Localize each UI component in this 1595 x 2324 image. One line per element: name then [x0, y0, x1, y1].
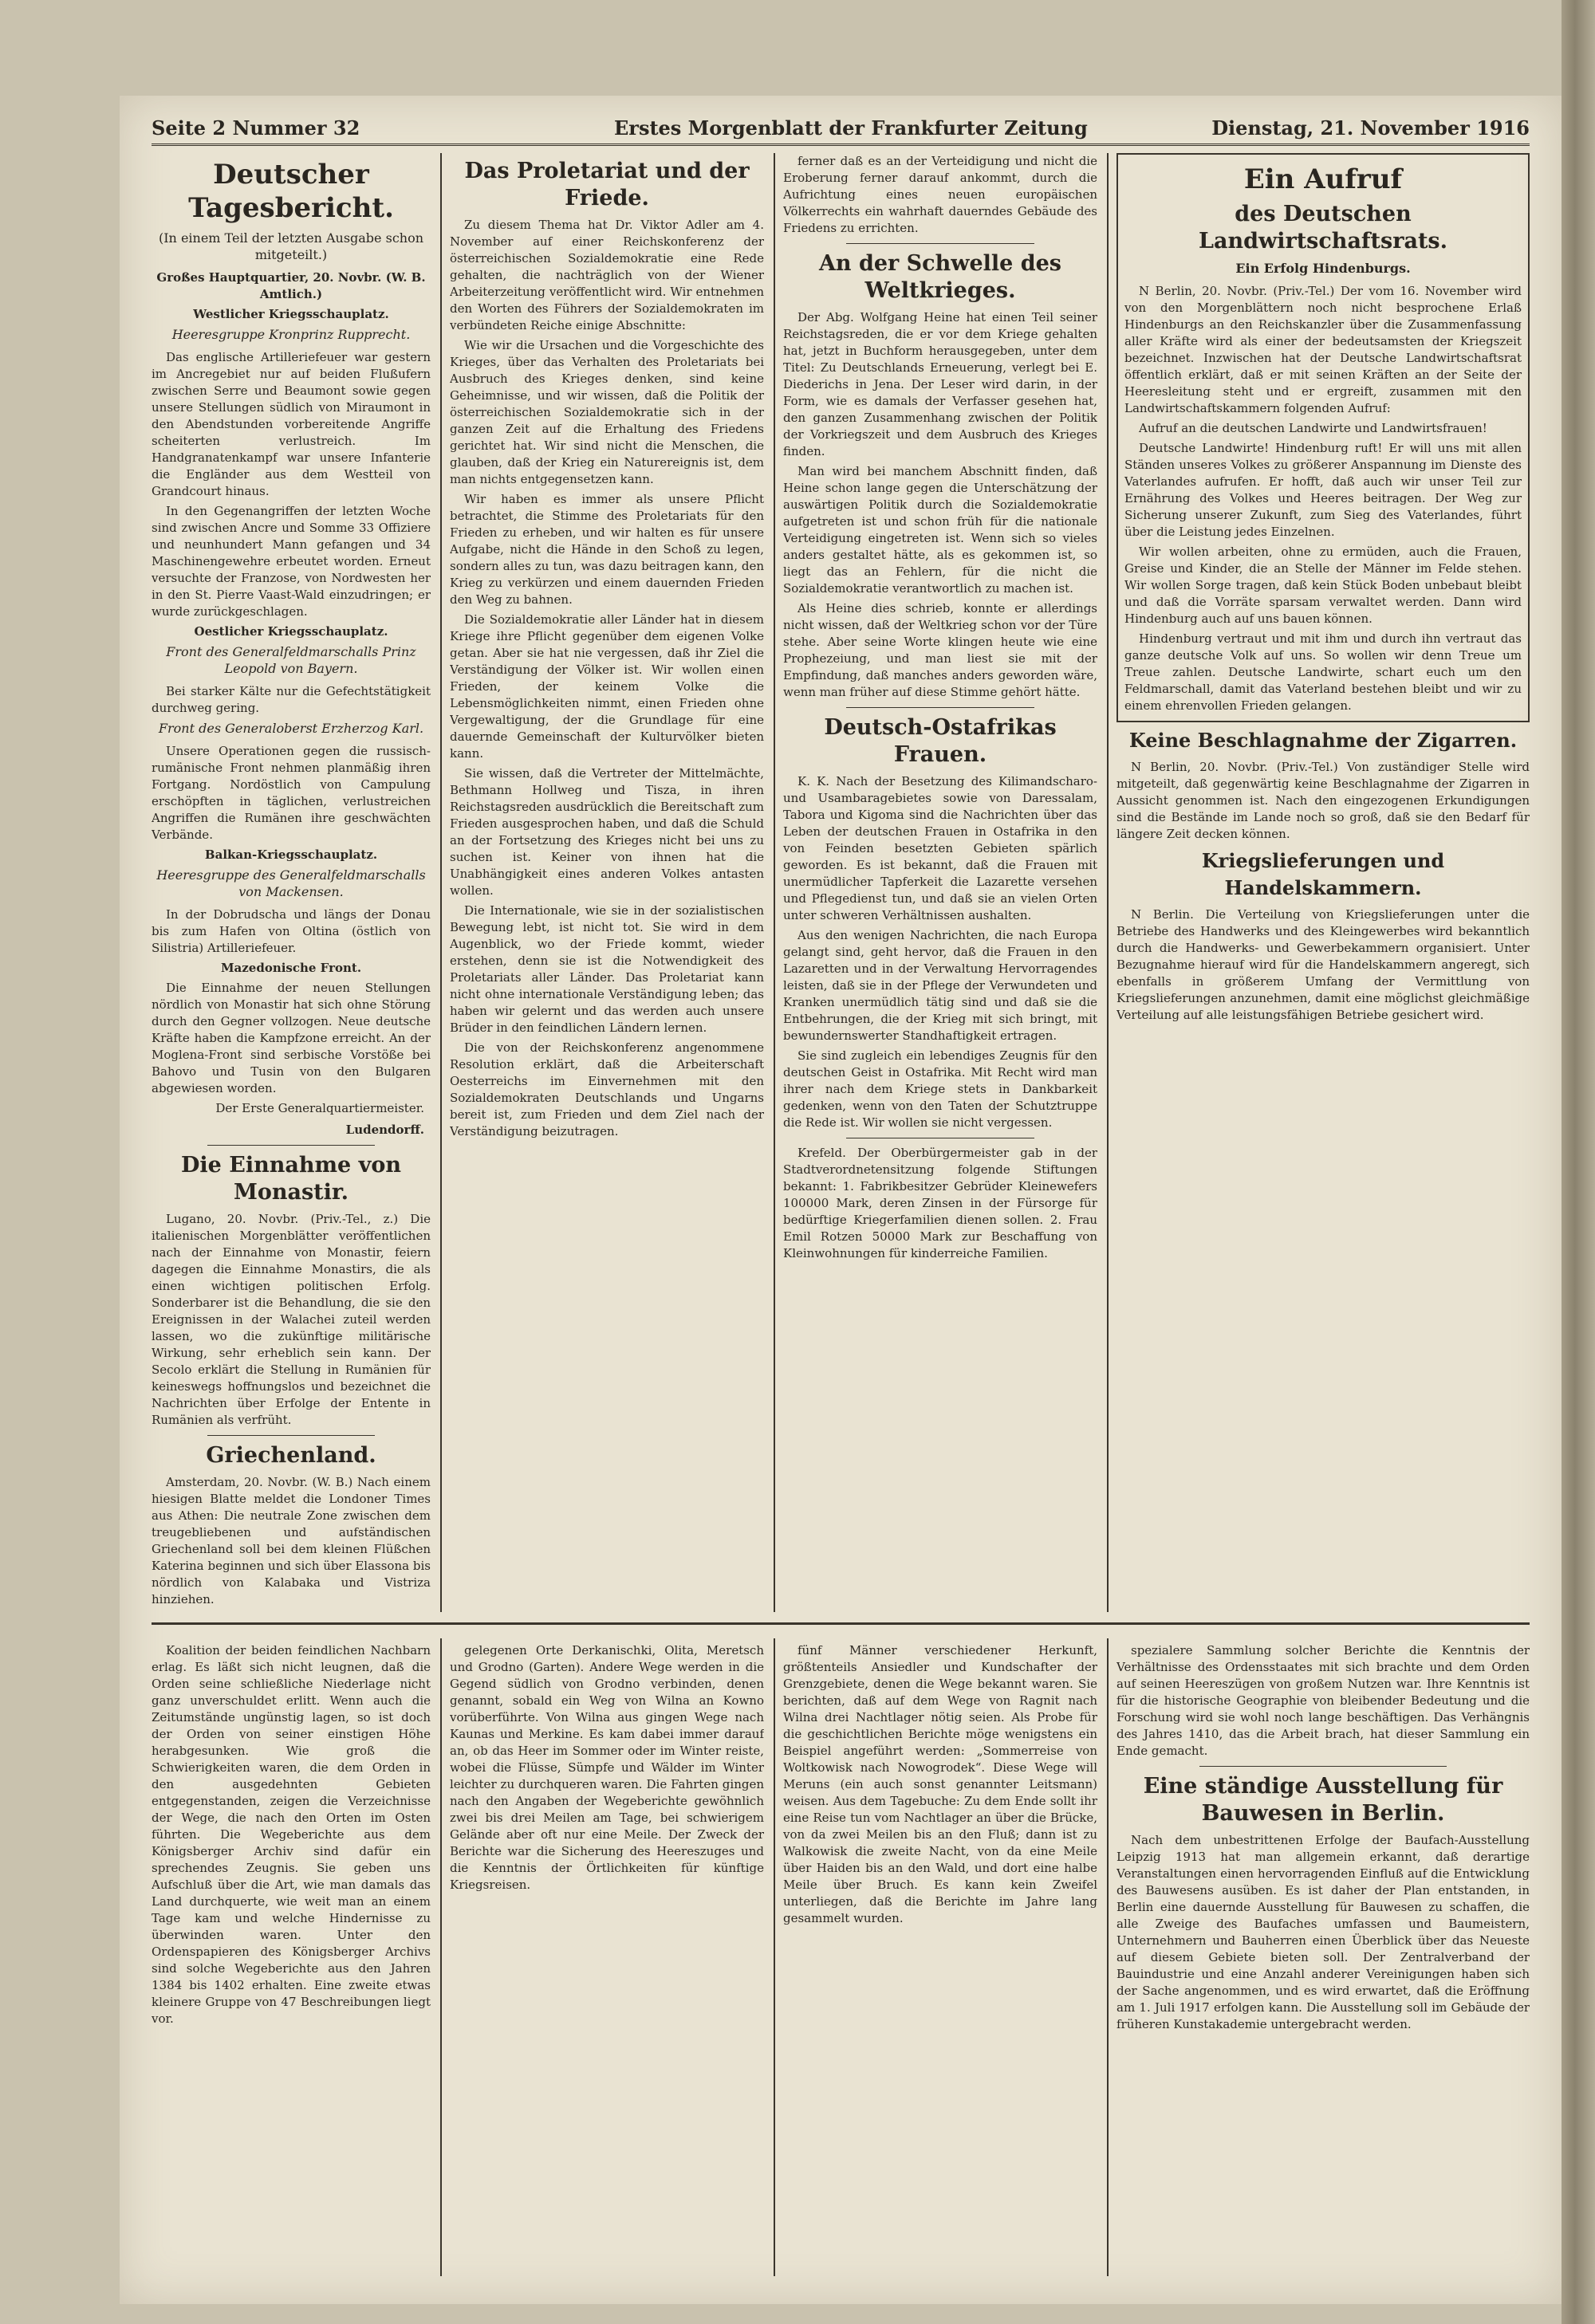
article-subtitle: (In einem Teil der letzten Ausgabe schon mitgeteilt.)	[158, 230, 424, 262]
article-paragraph: Aus den wenigen Nachrichten, die nach Europa gelangt sind, geht hervor, daß die Frauen in den Lazaretten und in der Verwaltung Hervorragendes leisten, daß sie in der Pflege der Verwundeten und Kranken unermüdlich tätig sind und daß sie die Entbehrungen, die der Krieg mit sich bringt, mit bewundernswerter Standhaftigkeit ertragen.	[783, 928, 1097, 1043]
issue-date: Dienstag, 21. November 1916	[1211, 116, 1530, 140]
article-paragraph: Man wird bei manchem Abschnitt finden, daß Heine schon lange gegen die Unterschätzung der auswärtigen Politik durch die Sozialdemokratie aufgetreten ist und schon früh für die nationale Verteidigung eingetreten ist. Wenn sich so vieles anders gestaltet hätte, als es gekommen ist, so liegt das an Fehlern, für die nicht die Sozialdemokratie verantwortlich zu machen ist.	[783, 464, 1097, 596]
article-paragraph: N Berlin, 20. Novbr. (Priv.-Tel.) Der vom 16. November wird von den Morgenblättern noch nicht besprochene Erlaß Hindenburgs an den Reichskanzler über die Zusammenfassung aller Kräfte wird als einer der bedeutsamsten der Kriegszeit bezeichnet. Inzwischen hat der Deutsche Landwirtschaftsrat öffentlich erklärt, daß er mit seinen Kräften an der Seite der Heeresleitung steht und er ergreift, zusammen mit den Landwirtschaftskammern folgenden Aufruf:	[1124, 284, 1522, 415]
page-number: Seite 2 Nummer 32	[152, 116, 360, 140]
column-1	[152, 153, 431, 1612]
article-title: Das Proletariat und der Friede.	[464, 159, 750, 210]
report-sections	[152, 306, 431, 1097]
section-text: Die Einnahme der neuen Stellungen nördlich von Monastir hat sich ohne Störung durch den Gegner vollzogen. Neue deutsche Kräfte haben die Kampfzone erreicht. An der Moglena-Front sind serbische Vorstöße bei Bahovo und Tusin von den Bulgaren abgewiesen worden.	[152, 981, 431, 1095]
appeal-box	[1116, 153, 1530, 722]
article-body	[1124, 283, 1522, 714]
article-paragraph: Sie wissen, daß die Vertreter der Mittelmächte, Bethmann Hollweg und Tisza, in ihren Reichstagsreden ausdrücklich die Bereitschaft zum Frieden ausgesprochen haben, und daß die Schuld an der Fortsetzung des Krieges nicht bei uns zu suchen ist. Keiner von ihnen hat die Unabhängigkeit eines anderen Volkes antasten wollen.	[450, 766, 764, 898]
feuilleton-column-2	[450, 1642, 764, 2280]
column-rule	[1107, 1638, 1109, 2276]
article-paragraph: Die von der Reichskonferenz angenommene Resolution erklärt, daß die Arbeiterschaft Oesterreichs im Einvernehmen mit den Sozialdemokraten Deutschlands und Ungarns bereit ist, zum Frieden und dem Ziel nach der Verständigung beizutragen.	[450, 1040, 764, 1138]
article-text: ferner daß es an der Verteidigung und nicht die Eroberung ferner darauf ankommt, durch die Aufrichtung eines neuen europäischen Völkerrechts ein wahrhaft dauerndes Gebäude des Friedens zu errichten.	[783, 154, 1097, 235]
article-paragraph: Wie wir die Ursachen und die Vorgeschichte des Krieges, über das Verhalten des Proletariats bei Ausbruch des Krieges denken, sind keine Geheimnisse, und wir wissen, daß die Politik der österreichischen Sozialdemokratie sich in der ganzen Zeit auf die Erhaltung des Friedens gerichtet hat. Wir sind nicht die Menschen, die glauben, daß der Krieg ein Naturereignis ist, dem man nichts entgegensetzen kann.	[450, 338, 764, 486]
section-subheading: Front des Generaloberst Erzherzog Karl.	[158, 721, 424, 736]
article-title-line2: des Deutschen Landwirtschaftsrats.	[1198, 202, 1448, 254]
article-title: An der Schwelle des Weltkrieges.	[818, 251, 1061, 303]
article-body	[783, 773, 1097, 1131]
article-paragraph: N Berlin. Die Verteilung von Kriegslieferungen unter die Betriebe des Handwerks und des Kleingewerbes wird bekanntlich durch die Handwerks- und Gewerbekammern organisiert. Unter Bezugnahme hierauf wird für die Handelskammern angeregt, sich ebenfalls in größerem Umfang der Vermittlung von Kriegslieferungen anzunehmen, damit eine möglichst gleichmäßige Verteilung auf alle leistungsfähigen Betriebe gesichert wird.	[1116, 907, 1530, 1022]
article-text: Koalition der beiden feindlichen Nachbarn erlag. Es läßt sich nicht leugnen, daß die Orden seine schließliche Niederlage nicht ganz unverschuldet erlitt. Wenn auch die Zeitumstände ungünstig lagen, so ist doch der Orden von seiner einstigen Höhe herabgesunken. Wie groß die Schwierigkeiten waren, die dem Orden in den ausgedehnten Gebieten entgegenstanden, zeigen die Verzeichnisse der Wege, die nach den Orten im Osten führten. Die Wegeberichte aus dem Königsberger Archiv sind dafür ein sprechendes Zeugnis. Sie geben uns Aufschluß über die Art, wie man damals das Land durchquerte, wie weit man an einem Tage kam und welche Hindernisse zu überwinden waren. Unter den Ordenspapieren des Königsberger Archivs sind solche Wegeberichte aus den Jahren 1384 bis 1402 erhalten. Eine zweite etwas kleinere Gruppe von 47 Beschreibungen liegt vor.	[152, 1643, 431, 2026]
article-body	[450, 217, 764, 1140]
book-binding	[1562, 0, 1595, 2324]
newspaper-page	[120, 96, 1562, 2304]
dateline: Großes Hauptquartier, 20. Novbr. (W. B. Amtlich.)	[156, 270, 426, 301]
section-text: Bei starker Kälte nur die Gefechtstätigkeit durchweg gering.	[152, 684, 431, 715]
divider	[846, 243, 1034, 244]
article-paragraph: Wir wollen arbeiten, ohne zu ermüden, auch die Frauen, Greise und Kinder, die an Stelle der Männer im Felde stehen. Wir wollen Sorge tragen, daß kein Stück Boden unbebaut bleibt und daß die Vorräte sparsam verwaltet werden. Dann wird Hindenburg auch auf uns bauen können.	[1124, 545, 1522, 626]
article-text: Krefeld. Der Oberbürgermeister gab in der Stadtverordnetensitzung folgende Stiftungen bekannt: 1. Fabrikbesitzer Gebrüder Kleinewefers 100000 Mark, deren Zinsen in der Fürsorge für bedürftige Kriegerfamilien dienen sollen. 2. Frau Emil Rotzen 50000 Mark zur Beschaffung von Kleinwohnungen für kinderreiche Familien.	[783, 1146, 1097, 1260]
article-title: Griechenland.	[206, 1443, 376, 1468]
section-heading: Balkan-Kriegsschauplatz.	[204, 847, 378, 862]
article-paragraph: Sie sind zugleich ein lebendiges Zeugnis für den deutschen Geist in Ostafrika. Mit Recht wird man ihrer nach dem Kriege stets in Dankbarkeit gedenken, wenn von den Taten der Schutztruppe die Rede ist. Wir wollen sie nicht vergessen.	[783, 1048, 1097, 1130]
section-subheading: Front des Generalfeldmarschalls Prinz Leopold von Bayern.	[166, 644, 416, 676]
section-subheading: Heeresgruppe des Generalfeldmarschalls von Mackensen.	[156, 867, 426, 899]
article-paragraph: Der Abg. Wolfgang Heine hat einen Teil seiner Reichstagsreden, die er vor dem Kriege gehalten hat, jetzt in Buchform herausgegeben, unter dem Titel: Zu Deutschlands Erneuerung, verlegt bei E. Diederichs in Jena. Der Leser wird darin, in der Form, wie es damals der Verfasser gesehen hat, den ganzen Zusammenhang zwischen der Politik der Vorkriegszeit und dem Ausbruch des Krieges finden.	[783, 310, 1097, 458]
column-rule	[440, 1638, 442, 2276]
newspaper-masthead: Erstes Morgenblatt der Frankfurter Zeitung	[614, 116, 1088, 140]
divider	[846, 707, 1034, 708]
section-rule	[152, 1622, 1530, 1625]
article-paragraph: Die Internationale, wie sie in der sozialistischen Bewegung lebt, ist nicht tot. Sie wird in dem Augenblick, wo der Friede kommt, wieder erstehen, denn sie ist die Notwendigkeit des Proletariats aller Länder. Das Proletariat kann nicht ohne internationale Verständigung leben; das haben wir gelernt und das werden auch unsere Brüder in den feindlichen Ländern lernen.	[450, 903, 764, 1035]
feuilleton-column-4	[1116, 1642, 1530, 2280]
section-text: In den Gegenangriffen der letzten Woche sind zwischen Ancre und Somme 33 Offiziere und neunhundert Mann gefangen und 34 Maschinengewehre erbeutet worden. Erneut versuchte der Franzose, von Nordwesten her in den St. Pierre Vaast-Wald einzudringen; er wurde zurückgeschlagen.	[152, 504, 431, 619]
section-heading: Oestlicher Kriegsschauplatz.	[194, 624, 388, 639]
signature-name: Ludendorff.	[345, 1123, 424, 1137]
article-text: fünf Männer verschiedener Herkunft, größtenteils Ansiedler und Kundschafter der Grenzgebiete, denen die Wege bekannt waren. Sie berichten, daß auf dem Wege von Ragnit nach Wilna drei Nachtlager nötig seien. Als Probe für die geschichtlichen Berichte möge wenigstens ein Beispiel angeführt werden: „Sommerreise von Woltkowisk nach Nowogrodek“. Diese Wege will Meruns (ein auch sonst genannter Leitsmann) weisen. Aus dem Tagebuche: Zu dem Ende sollt ihr eine Reise tun vom Nachtlager an über die Brücke, von da zwei Meilen bis an den Fluß; dann ist zu Walkowisk die zweite Nacht, von da eine Meile über Haiden bis an den Wald, und dort eine halbe Meile über Bruch. Es kann kein Zweifel unterliegen, daß die Berichte im Jahre lang gesammelt wurden.	[783, 1643, 1097, 1925]
column-3	[783, 153, 1097, 1612]
feuilleton-column-3	[783, 1642, 1097, 2280]
article-paragraph: Zu diesem Thema hat Dr. Viktor Adler am 4. November auf einer Reichskonferenz der österreichischen Sozialdemokratie eine Rede gehalten, die nachträglich von der Wiener Arbeiterzeitung veröffentlicht wird. Wir entnehmen den Worten des Führers der Sozialdemokraten im verbündeten Reiche einige Abschnitte:	[450, 218, 764, 332]
article-text: Amsterdam, 20. Novbr. (W. B.) Nach einem hiesigen Blatte meldet die Londoner Times aus Athen: Die neutrale Zone zwischen dem treugebliebenen und aufständischen Griechenland soll bei dem kleinen Flüßchen Katerina beginnen und sich über Elassona bis nördlich von Kalabaka und Vistriza hinziehen.	[152, 1475, 431, 1606]
article-text: spezialere Sammlung solcher Berichte die Kenntnis der Verhältnisse des Ordensstaates mit sich brachte und dem Orden auf seinen Heereszügen von großem Nutzen war. Ihre Kenntnis ist für die historische Geographie von bleibender Bedeutung und die Forschung wird sie wohl noch lange beschäftigen. Das Verhängnis des Jahres 1410, das die Arbeit brach, hat dieser Sammlung ein Ende gemacht.	[1116, 1643, 1530, 1758]
article-paragraph: Hindenburg vertraut und mit ihm und durch ihn vertraut das ganze deutsche Volk auf uns. So wollen wir denn Treue um Treue zahlen. Deutsche Landwirte, schart euch um den Feldmarschall, damit das Vaterland bestehen bleibt und wir zu einem ehrenvollen Frieden gelangen.	[1124, 631, 1522, 713]
section-subheading: Heeresgruppe Kronprinz Rupprecht.	[171, 327, 411, 342]
article-body	[783, 309, 1097, 701]
column-rule	[774, 153, 775, 1612]
article-paragraph: K. K. Nach der Besetzung des Kilimandscharo- und Usambaragebietes sowie von Daressalam, Tabora und Kigoma sind die Nachrichten über das Leben der deutschen Frauen in Ostafrika in den von Feinden besetzten Gebieten spärlich geworden. Es ist bekannt, daß die Frauen mit unermüdlicher Tapferkeit die Lazarette versehen und Pflegedienst tun, und daß sie an vielen Orten unter schweren Verhältnissen aushalten.	[783, 774, 1097, 922]
page-header	[152, 112, 1530, 146]
article-paragraph: Deutsche Landwirte! Hindenburg ruft! Er will uns mit allen Ständen unseres Volkes zu größerer Anspannung im Dienste des Vaterlandes aufrufen. Er hofft, daß auch wir unser Teil zur Ernährung des Volkes und Heeres beitragen. Der Weg zur Sicherung unserer Zukunft, zum Sieg des Vaterlandes, führt über die Leistung jedes Einzelnen.	[1124, 441, 1522, 539]
divider	[1199, 1766, 1447, 1767]
article-paragraph: Aufruf an die deutschen Landwirte und Landwirtsfrauen!	[1139, 421, 1487, 435]
divider	[207, 1145, 375, 1146]
section-heading: Mazedonische Front.	[220, 961, 362, 975]
signature-line: Der Erste Generalquartiermeister.	[215, 1101, 424, 1115]
article-title: Eine ständige Ausstellung für Bauwesen in Berlin.	[1143, 1774, 1503, 1826]
article-body	[1116, 906, 1530, 1024]
section-text: In der Dobrudscha und längs der Donau bis zum Hafen von Oltina (östlich von Silistria) Artilleriefeuer.	[152, 907, 431, 955]
article-title: Keine Beschlagnahme der Zigarren.	[1128, 729, 1518, 752]
article-text: gelegenen Orte Derkanischki, Olita, Meretsch und Grodno (Garten). Andere Wege werden in die Gegend südlich von Grodno verbinden, denen genannt, sobald ein Weg von Wilna an Kowno vorüberführte. Von Wilna aus gingen Wege nach Kaunas und Merkine. Es kam dabei immer darauf an, ob das Heer im Sommer oder im Winter reiste, wobei die Flüsse, Sümpfe und Wälder im Winter leichter zu durchqueren waren. Die Fahrten gingen nach den Angaben der Wegeberichte gewöhnlich zwei bis drei Meilen am Tage, bei schwierigem Gelände aber oft nur eine Meile. Der Zweck der Berichte war die Sicherung des Heereszuges und die Kenntnis der Örtlichkeiten für künftige Kriegsreisen.	[450, 1643, 764, 1892]
section-heading: Westlicher Kriegsschauplatz.	[193, 307, 389, 321]
article-title: Deutsch-Ostafrikas Frauen.	[824, 715, 1057, 767]
article-text: Lugano, 20. Novbr. (Priv.-Tel., z.) Die italienischen Morgenblätter veröffentlichen nach der Einnahme von Monastir, feiern dagegen die Einnahme Monastirs, die als einen wichtigen politischen Erfolg. Sonderbarer ist die Behandlung, die sie den Ereignissen in der Walachei zuteil werden lassen, wo die zukünftige militärische Wirkung, sehr erheblich sein kann. Der Secolo erklärt die Stellung in Rumänien für keineswegs hoffnungslos und bezeichnet die Nachrichten über Erfolge der Entente in Rumänien als verfrüht.	[152, 1212, 431, 1427]
section-text: Das englische Artilleriefeuer war gestern im Ancregebiet nur auf beiden Flußufern zwischen Serre und Beaumont sowie gegen unsere Stellungen südlich von Miraumont in den Abendstunden vorbereitende Angriffe scheiterten verlustreich. Im Handgranatenkampf war unsere Infanterie die Engländer aus dem Westteil von Grandcourt hinaus.	[152, 350, 431, 498]
article-paragraph: Wir haben es immer als unsere Pflicht betrachtet, die Stimme des Proletariats für den Frieden zu erheben, und wir halten es für unsere Aufgabe, nicht die Hände in den Schoß zu legen, sondern alles zu tun, was dazu beitragen kann, den Krieg zu verkürzen und einem dauernden Frieden den Weg zu bahnen.	[450, 492, 764, 607]
feuilleton-column-1	[152, 1642, 431, 2280]
section-text: Unsere Operationen gegen die russisch-rumänische Front nehmen planmäßig ihren Fortgang. Nordöstlich von Campulung erschöpften in täglichen, verlustreichen Angriffen die Rumänen ihre geschwächten Verbände.	[152, 744, 431, 842]
article-title: Ein Aufruf	[1243, 163, 1403, 195]
article-paragraph: Als Heine dies schrieb, konnte er allerdings nicht wissen, daß der Weltkrieg schon vor der Türe stehe. Aber seine Worte klingen heute wie eine Prophezeiung, und man liest sie mit der Empfindung, daß manches anders geworden wäre, wenn man früher auf diese Stimme gehört hätte.	[783, 601, 1097, 699]
article-text: Nach dem unbestrittenen Erfolge der Baufach-Ausstellung Leipzig 1913 hat man allgemein erkannt, daß derartige Veranstaltungen einen hervorragenden Einfluß auf die Entwicklung des Bauwesens ausüben. Es ist daher der Plan entstanden, in Berlin eine dauernde Ausstellung für Bauwesen zu schaffen, die alle Zweige des Baufaches umfassen und Baumeistern, Unternehmern und Bauherren einen Überblick über das Neueste auf diesem Gebiete bieten soll. Der Zentralverband der Bauindustrie und eine Anzahl anderer Vereinigungen haben sich der Sache angenommen, und es wird erwartet, daß die Eröffnung am 1. Juli 1917 erfolgen kann. Die Ausstellung soll im Gebäude der früheren Kunstakademie untergebracht werden.	[1116, 1833, 1530, 2031]
article-title: Kriegslieferungen und Handelskammern.	[1201, 849, 1445, 899]
article-body	[1116, 759, 1530, 843]
article-paragraph: N Berlin, 20. Novbr. (Priv.-Tel.) Von zuständiger Stelle wird mitgeteilt, daß gegenwärtig keine Beschlagnahme der Zigarren in Aussicht genommen ist. Nach den eingezogenen Erkundigungen sind die Bestände im Lande noch so groß, daß sie den Bedarf für längere Zeit decken können.	[1116, 760, 1530, 841]
article-paragraph: Die Sozialdemokratie aller Länder hat in diesem Kriege ihre Pflicht gegenüber dem eigenen Volke getan. Aber sie hat nie vergessen, daß ihr Ziel die Verständigung der Völker ist. Wir wollen einen Frieden, der keinem Volke die Lebensmöglichkeiten nimmt, einen Frieden ohne Vergewaltigung, der die Grundlage für eine dauernde Gemeinschaft der Kulturvölker bieten kann.	[450, 612, 764, 761]
column-4	[1116, 153, 1530, 1612]
article-subtitle: Ein Erfolg Hindenburgs.	[1235, 261, 1411, 276]
column-rule	[774, 1638, 775, 2276]
article-title: Deutscher Tagesbericht.	[188, 159, 394, 224]
column-2	[450, 153, 764, 1612]
column-rule	[440, 153, 442, 1612]
article-title: Die Einnahme von Monastir.	[181, 1153, 401, 1205]
column-rule	[1107, 153, 1109, 1612]
divider	[207, 1435, 375, 1436]
